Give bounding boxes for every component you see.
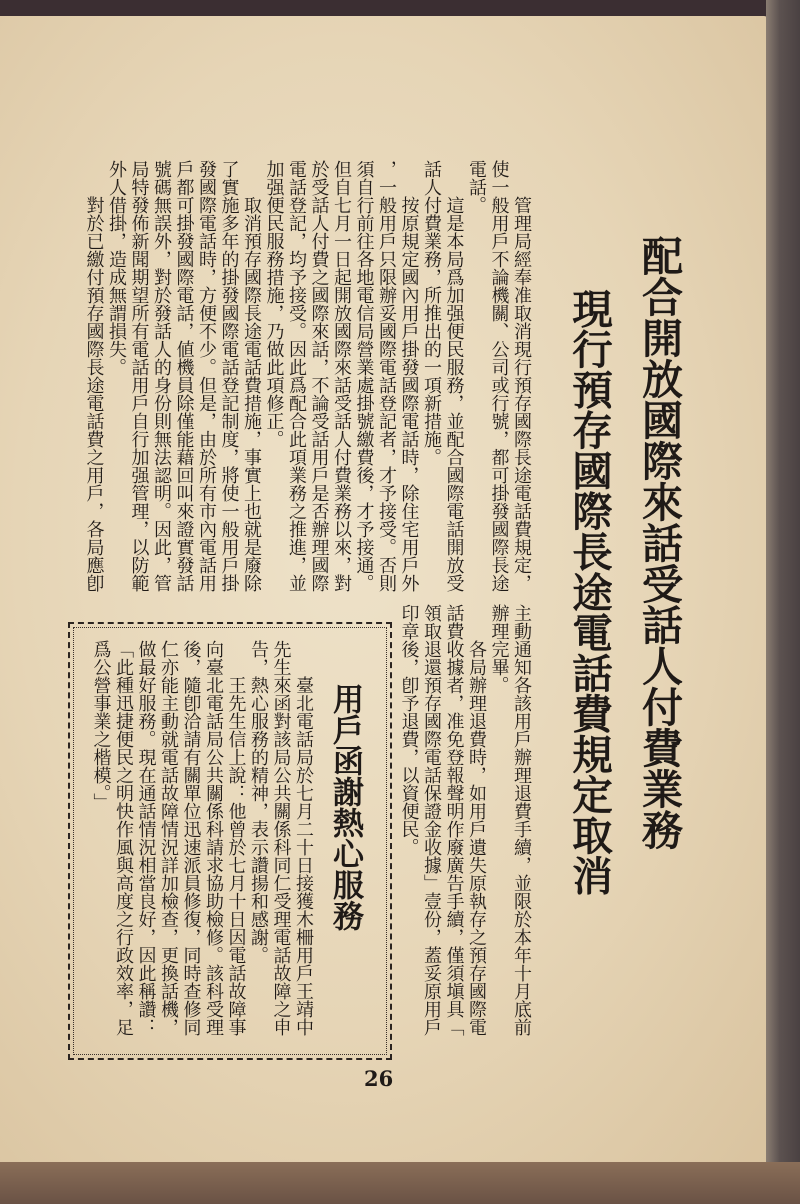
notice-column: 臺北電話局於七月二十日接獲木柵用戶王靖中 <box>293 676 314 1036</box>
article-column: 話費收據者，准免登報聲明作廢廣告手續，僅須塡具「 <box>443 604 465 1036</box>
article-column: 號碼無誤外，對於發話人的身份則無法認明。因此，管 <box>151 160 172 592</box>
article-continued <box>397 604 532 1036</box>
notice-column: 後，隨卽洽請有關單位迅速派員修復，同時查修同 <box>180 640 202 1036</box>
article-column: 局特發佈新聞期望所有電話用戶自行加强管理，以防範 <box>128 160 150 592</box>
headline-line-1 <box>635 235 683 850</box>
notice-column: 做最好服務。現在通話情況相當良好，因此稱讚： <box>135 640 157 1036</box>
notice-column: 「此種迅捷便民之明快作風與高度之行政效率，足 <box>113 640 134 1036</box>
notice-box-title <box>327 683 363 931</box>
notice-column: 王先生信上說：他曾於七月十日因電話故障事 <box>225 676 247 1036</box>
book-spine-edge <box>766 0 800 1204</box>
article-column: 主動通知各該用戶辦理退費手續，並限於本年十月底前 <box>511 604 532 1036</box>
article-column: 於受話人付費之國際來話，不論受話用戶是否辦理國際 <box>308 160 330 592</box>
article-column: 按原規定國內用戶掛發國際電話時，除住宅用戶外 <box>398 196 420 592</box>
book-bottom-edge <box>0 1162 800 1204</box>
article-column: 戶都可掛發國際電話，値機員除僅能藉回叫來證實發話 <box>173 160 195 592</box>
page-number: 26 <box>364 1066 394 1091</box>
article-column: 對於已繳付預存國際長途電話費之用戶，各局應卽 <box>83 196 105 592</box>
article-column: 辦理完畢。 <box>488 604 510 694</box>
notice-column: 仁亦能主動就電話故障情況詳加檢查，更換話機， <box>158 640 179 1036</box>
notice-column: 爲公營事業之楷模。」 <box>90 640 112 811</box>
article-column: 了實施多年的掛發國際電話登記制度，將使一般用戶掛 <box>218 160 240 592</box>
headline-line-2 <box>565 288 613 896</box>
article-column: 外人借掛，造成無謂損失。 <box>106 160 127 376</box>
article-column: 領取退還預存國際電話保證金收據」壹份，蓋妥原用戶 <box>421 604 442 1036</box>
article-column: 取消預存國際長途電話費措施，事實上也就是廢除 <box>241 196 262 592</box>
article-column: 管理局經奉准取消現行預存國際長途電話費規定， <box>511 196 532 592</box>
notice-column: 先生來函對該局公共關係科同仁受理電話故障之申 <box>270 640 292 1036</box>
article-column: ，一般用戶只限辦妥國際電話登記者，才予接受。否則 <box>376 160 397 592</box>
article-body <box>82 160 532 592</box>
headline-text: 配合開放國際來話受話人付費業務 <box>635 235 683 850</box>
notice-column: 告，熱心服務的精神，表示讚揚和感謝。 <box>248 640 269 964</box>
headline-text: 現行預存國際長途電話費規定取消 <box>565 288 613 896</box>
article-column: 電話登記，均予接受。因此爲配合此項業務之推進，並 <box>286 160 307 592</box>
article-column: 加强便民服務措施，乃做此項修正。 <box>263 160 285 448</box>
article-column: 發國際電話時，方便不少。但是，由於所有市內電話用 <box>196 160 217 592</box>
article-column: 印章後，卽予退費，以資便民。 <box>398 604 420 856</box>
article-column: 電話。 <box>466 160 487 214</box>
article-column: 這是本局爲加强便民服務，並配合國際電話開放受 <box>443 196 465 592</box>
article-column: 須自行前往各地電信局營業處掛號繳費後，才予接通。 <box>353 160 375 592</box>
article-column: 話人付費業務，所推出的一項新措施。 <box>421 160 442 466</box>
article-column: 使一般用戶不論機關、公司或行號，都可掛發國際長途 <box>488 160 510 592</box>
article-column: 但自七月一日起開放國際來話受話人付費業務以來，對 <box>331 160 352 592</box>
notice-column: 向臺北電話局公共關係科請求協助檢修。該科受理 <box>203 640 224 1036</box>
article-column: 各局辦理退費時，如用戶遺失原執存之預存國際電 <box>466 640 487 1036</box>
notice-title-text: 用戶函謝熱心服務 <box>327 683 363 931</box>
notice-box-body <box>89 640 314 1036</box>
